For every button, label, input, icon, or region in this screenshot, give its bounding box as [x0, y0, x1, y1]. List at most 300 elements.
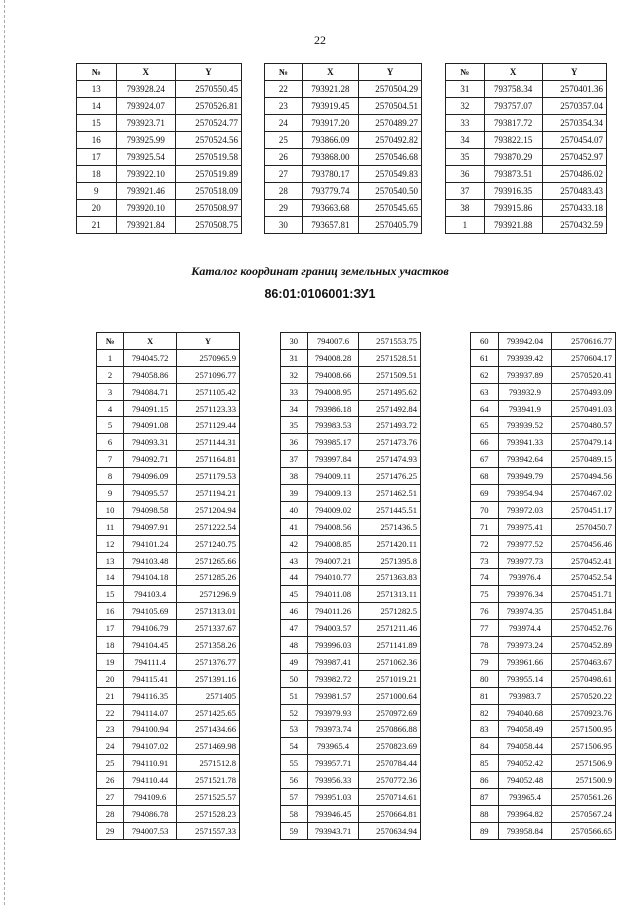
y-coordinate-cell: 2570483.43 — [542, 183, 606, 200]
x-coordinate-cell: 793924.07 — [116, 98, 175, 115]
x-coordinate-cell: 793983.7 — [498, 687, 552, 704]
table-row — [265, 166, 422, 183]
point-number-cell: 29 — [265, 200, 303, 217]
y-coordinate-cell: 2570467.02 — [552, 485, 616, 502]
x-coordinate-cell: 793921.88 — [484, 217, 542, 234]
x-coordinate-cell: 793977.73 — [498, 552, 552, 569]
y-coordinate-cell: 2571469.98 — [177, 738, 240, 755]
x-coordinate-cell: 793965.4 — [307, 738, 359, 755]
table-row — [281, 822, 421, 839]
point-number-cell: 77 — [471, 620, 499, 637]
point-number-cell: 30 — [281, 333, 308, 350]
point-number-cell: 44 — [281, 569, 308, 586]
table-row — [471, 468, 616, 485]
y-coordinate-cell: 2571179.53 — [177, 468, 240, 485]
x-coordinate-cell: 794096.09 — [124, 468, 177, 485]
table-row — [77, 149, 242, 166]
y-coordinate-cell: 2571285.26 — [177, 569, 240, 586]
x-coordinate-cell: 793951.03 — [307, 789, 359, 806]
table-row — [265, 149, 422, 166]
x-coordinate-cell: 793870.29 — [484, 149, 542, 166]
table-row — [97, 637, 240, 654]
y-coordinate-cell: 2571141.89 — [359, 637, 421, 654]
table-row — [471, 366, 616, 383]
table-row — [97, 485, 240, 502]
y-coordinate-cell: 2571445.51 — [359, 501, 421, 518]
x-coordinate-cell: 793942.04 — [498, 333, 552, 350]
table-row — [471, 721, 616, 738]
point-number-header: № — [97, 333, 124, 350]
table-row — [77, 81, 242, 98]
point-number-cell: 22 — [97, 704, 124, 721]
x-coordinate-cell: 793939.52 — [498, 417, 552, 434]
table-row — [446, 98, 607, 115]
y-coordinate-cell: 2571492.84 — [359, 400, 421, 417]
point-number-cell: 82 — [471, 704, 499, 721]
x-coordinate-cell: 793925.54 — [116, 149, 175, 166]
table-row — [471, 434, 616, 451]
x-coordinate-cell: 793986.18 — [307, 400, 359, 417]
table-row — [281, 569, 421, 586]
table-row — [471, 805, 616, 822]
table-row — [97, 687, 240, 704]
x-coordinate-cell: 793982.72 — [307, 670, 359, 687]
table-row — [97, 755, 240, 772]
y-coordinate-cell: 2570452.89 — [552, 637, 616, 654]
x-coordinate-cell: 793932.9 — [498, 383, 552, 400]
table-row — [471, 653, 616, 670]
y-coordinate-cell: 2571521.78 — [177, 772, 240, 789]
point-number-cell: 3 — [97, 383, 124, 400]
point-number-cell: 66 — [471, 434, 499, 451]
y-coordinate-cell: 2571525.57 — [177, 789, 240, 806]
y-coordinate-header: Y — [359, 64, 422, 81]
coordinates-table-top-1 — [76, 63, 242, 234]
x-coordinate-cell: 793916.35 — [484, 183, 542, 200]
y-coordinate-cell: 2570561.26 — [552, 789, 616, 806]
point-number-cell: 7 — [97, 451, 124, 468]
y-coordinate-cell: 2571528.23 — [177, 805, 240, 822]
y-coordinate-cell: 2571462.51 — [359, 485, 421, 502]
x-coordinate-cell: 793973.74 — [307, 721, 359, 738]
point-number-cell: 81 — [471, 687, 499, 704]
table-row — [471, 333, 616, 350]
x-coordinate-cell: 793868.00 — [302, 149, 359, 166]
binding-margin-line — [4, 0, 5, 905]
table-row — [446, 200, 607, 217]
point-number-cell: 73 — [471, 552, 499, 569]
point-number-cell: 34 — [281, 400, 308, 417]
x-coordinate-cell: 794109.6 — [124, 789, 177, 806]
table-row — [97, 704, 240, 721]
point-number-cell: 4 — [97, 400, 124, 417]
y-coordinate-cell: 2571506.9 — [552, 755, 616, 772]
y-coordinate-header: Y — [542, 64, 606, 81]
point-number-cell: 13 — [77, 81, 117, 98]
point-number-header: № — [77, 64, 117, 81]
x-coordinate-cell: 794084.71 — [124, 383, 177, 400]
y-coordinate-cell: 2570492.82 — [359, 132, 422, 149]
y-coordinate-cell: 2570450.7 — [552, 518, 616, 535]
y-coordinate-cell: 2570965.9 — [177, 349, 240, 366]
table-row — [446, 217, 607, 234]
y-coordinate-cell: 2570401.36 — [542, 81, 606, 98]
point-number-cell: 17 — [97, 620, 124, 637]
x-coordinate-cell: 793942.64 — [498, 451, 552, 468]
table-row — [471, 704, 616, 721]
y-coordinate-cell: 2571105.42 — [177, 383, 240, 400]
point-number-cell: 48 — [281, 637, 308, 654]
x-coordinate-cell: 794106.79 — [124, 620, 177, 637]
point-number-cell: 9 — [77, 183, 117, 200]
coordinates-table-bottom-2 — [280, 332, 421, 840]
point-number-cell: 1 — [97, 349, 124, 366]
table-row — [281, 468, 421, 485]
x-coordinate-cell: 793985.17 — [307, 434, 359, 451]
point-number-cell: 37 — [446, 183, 485, 200]
table-header-row — [446, 64, 607, 81]
table-header-row — [77, 64, 242, 81]
x-coordinate-cell: 793919.45 — [302, 98, 359, 115]
table-row — [265, 115, 422, 132]
y-coordinate-cell: 2570454.07 — [542, 132, 606, 149]
x-coordinate-cell: 793955.14 — [498, 670, 552, 687]
x-coordinate-cell: 794100.94 — [124, 721, 177, 738]
x-coordinate-cell: 794008.56 — [307, 518, 359, 535]
y-coordinate-cell: 2570714.61 — [359, 789, 421, 806]
point-number-header: № — [446, 64, 485, 81]
table-row — [281, 772, 421, 789]
x-coordinate-cell: 794095.57 — [124, 485, 177, 502]
y-coordinate-cell: 2571337.67 — [177, 620, 240, 637]
table-row — [97, 738, 240, 755]
point-number-cell: 85 — [471, 755, 499, 772]
point-number-cell: 27 — [97, 789, 124, 806]
x-coordinate-cell: 794007.21 — [307, 552, 359, 569]
x-coordinate-cell: 794009.11 — [307, 468, 359, 485]
x-coordinate-cell: 793939.42 — [498, 349, 552, 366]
table-row — [281, 434, 421, 451]
y-coordinate-cell: 2570972.69 — [359, 704, 421, 721]
x-coordinate-cell: 793922.10 — [116, 166, 175, 183]
point-number-cell: 2 — [97, 366, 124, 383]
y-coordinate-cell: 2570433.18 — [542, 200, 606, 217]
x-coordinate-cell: 794007.53 — [124, 822, 177, 839]
point-number-cell: 20 — [97, 670, 124, 687]
x-coordinate-cell: 794110.44 — [124, 772, 177, 789]
x-coordinate-header: X — [124, 333, 177, 350]
point-number-cell: 49 — [281, 653, 308, 670]
point-number-cell: 21 — [97, 687, 124, 704]
y-coordinate-cell: 2571405 — [177, 687, 240, 704]
point-number-cell: 86 — [471, 772, 499, 789]
y-coordinate-cell: 2570526.81 — [175, 98, 241, 115]
table-row — [281, 383, 421, 400]
table-row — [97, 670, 240, 687]
coordinates-table-top-2 — [264, 63, 422, 234]
point-number-cell: 57 — [281, 789, 308, 806]
table-row — [281, 704, 421, 721]
x-coordinate-header: X — [116, 64, 175, 81]
point-number-cell: 68 — [471, 468, 499, 485]
point-number-cell: 38 — [281, 468, 308, 485]
point-number-cell: 76 — [471, 603, 499, 620]
point-number-cell: 36 — [281, 434, 308, 451]
table-row — [97, 772, 240, 789]
x-coordinate-cell: 793817.72 — [484, 115, 542, 132]
table-row — [281, 349, 421, 366]
x-coordinate-cell: 793979.93 — [307, 704, 359, 721]
point-number-cell: 22 — [265, 81, 303, 98]
table-row — [265, 200, 422, 217]
x-coordinate-cell: 793920.10 — [116, 200, 175, 217]
table-row — [446, 183, 607, 200]
x-coordinate-cell: 794097.91 — [124, 518, 177, 535]
y-coordinate-cell: 2571000.64 — [359, 687, 421, 704]
y-coordinate-cell: 2571500.9 — [552, 772, 616, 789]
table-row — [97, 653, 240, 670]
point-number-cell: 45 — [281, 586, 308, 603]
table-row — [471, 417, 616, 434]
table-row — [97, 518, 240, 535]
table-row — [281, 653, 421, 670]
y-coordinate-cell: 2570923.76 — [552, 704, 616, 721]
y-coordinate-cell: 2571474.93 — [359, 451, 421, 468]
y-coordinate-cell: 2571495.62 — [359, 383, 421, 400]
point-number-cell: 1 — [446, 217, 485, 234]
point-number-cell: 18 — [77, 166, 117, 183]
table-row — [281, 620, 421, 637]
x-coordinate-cell: 793981.57 — [307, 687, 359, 704]
point-number-cell: 32 — [446, 98, 485, 115]
y-coordinate-cell: 2570550.45 — [175, 81, 241, 98]
x-coordinate-cell: 794103.48 — [124, 552, 177, 569]
point-number-cell: 40 — [281, 501, 308, 518]
point-number-cell: 12 — [97, 535, 124, 552]
point-number-cell: 23 — [97, 721, 124, 738]
y-coordinate-cell: 2570545.65 — [359, 200, 422, 217]
point-number-cell: 17 — [77, 149, 117, 166]
point-number-cell: 43 — [281, 552, 308, 569]
y-coordinate-cell: 2570664.81 — [359, 805, 421, 822]
y-coordinate-cell: 2571557.33 — [177, 822, 240, 839]
x-coordinate-cell: 793973.24 — [498, 637, 552, 654]
y-coordinate-cell: 2570518.09 — [175, 183, 241, 200]
table-row — [97, 451, 240, 468]
x-coordinate-cell: 794107.02 — [124, 738, 177, 755]
y-coordinate-cell: 2570432.59 — [542, 217, 606, 234]
table-row — [446, 115, 607, 132]
point-number-cell: 24 — [265, 115, 303, 132]
table-row — [77, 217, 242, 234]
y-coordinate-cell: 2570451.84 — [552, 603, 616, 620]
x-coordinate-cell: 793779.74 — [302, 183, 359, 200]
table-row — [471, 789, 616, 806]
table-row — [471, 501, 616, 518]
point-number-cell: 54 — [281, 738, 308, 755]
point-number-cell: 16 — [77, 132, 117, 149]
y-coordinate-cell: 2570520.41 — [552, 366, 616, 383]
y-coordinate-cell: 2570524.56 — [175, 132, 241, 149]
point-number-cell: 16 — [97, 603, 124, 620]
x-coordinate-cell: 794011.08 — [307, 586, 359, 603]
x-coordinate-cell: 793958.84 — [498, 822, 552, 839]
x-coordinate-cell: 793866.09 — [302, 132, 359, 149]
point-number-cell: 70 — [471, 501, 499, 518]
table-row — [281, 366, 421, 383]
table-row — [97, 822, 240, 839]
x-coordinate-header: X — [302, 64, 359, 81]
x-coordinate-cell: 794091.15 — [124, 400, 177, 417]
y-coordinate-cell: 2570493.09 — [552, 383, 616, 400]
table-row — [97, 586, 240, 603]
x-coordinate-cell: 793977.52 — [498, 535, 552, 552]
x-coordinate-cell: 793758.34 — [484, 81, 542, 98]
table-row — [281, 687, 421, 704]
point-number-cell: 55 — [281, 755, 308, 772]
y-coordinate-cell: 2570456.46 — [552, 535, 616, 552]
y-coordinate-cell: 2571434.66 — [177, 721, 240, 738]
point-number-cell: 14 — [97, 569, 124, 586]
point-number-cell: 50 — [281, 670, 308, 687]
y-coordinate-cell: 2570452.41 — [552, 552, 616, 569]
y-coordinate-cell: 2571425.65 — [177, 704, 240, 721]
table-row — [281, 501, 421, 518]
y-coordinate-header: Y — [175, 64, 241, 81]
table-row — [97, 721, 240, 738]
point-number-cell: 6 — [97, 434, 124, 451]
table-row — [97, 789, 240, 806]
point-number-cell: 28 — [265, 183, 303, 200]
point-number-cell: 32 — [281, 366, 308, 383]
table-row — [281, 603, 421, 620]
table-row — [446, 81, 607, 98]
point-number-cell: 26 — [265, 149, 303, 166]
x-coordinate-cell: 793974.35 — [498, 603, 552, 620]
x-coordinate-cell: 794098.58 — [124, 501, 177, 518]
point-number-cell: 88 — [471, 805, 499, 822]
x-coordinate-cell: 793964.82 — [498, 805, 552, 822]
y-coordinate-cell: 2571265.66 — [177, 552, 240, 569]
table-row — [471, 400, 616, 417]
table-row — [471, 738, 616, 755]
point-number-header: № — [265, 64, 303, 81]
x-coordinate-cell: 793923.71 — [116, 115, 175, 132]
x-coordinate-cell: 793961.66 — [498, 653, 552, 670]
x-coordinate-cell: 794045.72 — [124, 349, 177, 366]
x-coordinate-cell: 794008.28 — [307, 349, 359, 366]
point-number-cell: 28 — [97, 805, 124, 822]
table-row — [77, 98, 242, 115]
point-number-cell: 15 — [77, 115, 117, 132]
table-row — [446, 149, 607, 166]
y-coordinate-cell: 2570540.50 — [359, 183, 422, 200]
table-row — [281, 451, 421, 468]
x-coordinate-cell: 794093.31 — [124, 434, 177, 451]
y-coordinate-cell: 2570508.75 — [175, 217, 241, 234]
x-coordinate-cell: 794008.85 — [307, 535, 359, 552]
table-row — [471, 552, 616, 569]
y-coordinate-cell: 2571506.95 — [552, 738, 616, 755]
x-coordinate-header: X — [484, 64, 542, 81]
y-coordinate-cell: 2570498.61 — [552, 670, 616, 687]
x-coordinate-cell: 794052.42 — [498, 755, 552, 772]
y-coordinate-cell: 2571553.75 — [359, 333, 421, 350]
table-row — [281, 721, 421, 738]
y-coordinate-cell: 2570546.68 — [359, 149, 422, 166]
y-coordinate-cell: 2571204.94 — [177, 501, 240, 518]
y-coordinate-cell: 2571211.46 — [359, 620, 421, 637]
table-row — [471, 383, 616, 400]
x-coordinate-cell: 793987.41 — [307, 653, 359, 670]
y-coordinate-cell: 2571222.54 — [177, 518, 240, 535]
x-coordinate-cell: 794058.44 — [498, 738, 552, 755]
y-coordinate-cell: 2570463.67 — [552, 653, 616, 670]
y-coordinate-cell: 2570491.03 — [552, 400, 616, 417]
point-number-cell: 69 — [471, 485, 499, 502]
table-row — [97, 417, 240, 434]
y-coordinate-cell: 2571509.51 — [359, 366, 421, 383]
table-row — [97, 468, 240, 485]
y-coordinate-cell: 2571144.31 — [177, 434, 240, 451]
x-coordinate-cell: 794116.35 — [124, 687, 177, 704]
y-coordinate-cell: 2570519.58 — [175, 149, 241, 166]
point-number-cell: 23 — [265, 98, 303, 115]
y-coordinate-cell: 2570604.17 — [552, 349, 616, 366]
table-row — [281, 586, 421, 603]
table-row — [471, 687, 616, 704]
table-row — [471, 637, 616, 654]
y-coordinate-cell: 2570452.97 — [542, 149, 606, 166]
table-row — [281, 333, 421, 350]
point-number-cell: 87 — [471, 789, 499, 806]
x-coordinate-cell: 793974.4 — [498, 620, 552, 637]
y-coordinate-cell: 2570489.27 — [359, 115, 422, 132]
point-number-cell: 89 — [471, 822, 499, 839]
table-row — [281, 417, 421, 434]
point-number-cell: 60 — [471, 333, 499, 350]
table-row — [265, 98, 422, 115]
point-number-cell: 64 — [471, 400, 499, 417]
y-coordinate-cell: 2571512.8 — [177, 755, 240, 772]
y-coordinate-cell: 2571282.5 — [359, 603, 421, 620]
y-coordinate-cell: 2571164.81 — [177, 451, 240, 468]
x-coordinate-cell: 794092.71 — [124, 451, 177, 468]
point-number-cell: 63 — [471, 383, 499, 400]
point-number-cell: 35 — [446, 149, 485, 166]
x-coordinate-cell: 794103.4 — [124, 586, 177, 603]
table-row — [97, 366, 240, 383]
x-coordinate-cell: 794058.86 — [124, 366, 177, 383]
x-coordinate-cell: 793997.84 — [307, 451, 359, 468]
table-row — [77, 183, 242, 200]
point-number-cell: 18 — [97, 637, 124, 654]
y-coordinate-cell: 2570772.36 — [359, 772, 421, 789]
coordinates-table-top-3 — [445, 63, 607, 234]
point-number-cell: 37 — [281, 451, 308, 468]
y-coordinate-cell: 2570634.94 — [359, 822, 421, 839]
y-coordinate-cell: 2571528.51 — [359, 349, 421, 366]
x-coordinate-cell: 794110.91 — [124, 755, 177, 772]
y-coordinate-cell: 2570524.77 — [175, 115, 241, 132]
catalog-parcel-number: 86:01:0106001:ЗУ1 — [264, 287, 376, 301]
table-row — [77, 200, 242, 217]
y-coordinate-header: Y — [177, 333, 240, 350]
y-coordinate-cell: 2571476.25 — [359, 468, 421, 485]
y-coordinate-cell: 2570452.54 — [552, 569, 616, 586]
point-number-cell: 83 — [471, 721, 499, 738]
y-coordinate-cell: 2570489.15 — [552, 451, 616, 468]
